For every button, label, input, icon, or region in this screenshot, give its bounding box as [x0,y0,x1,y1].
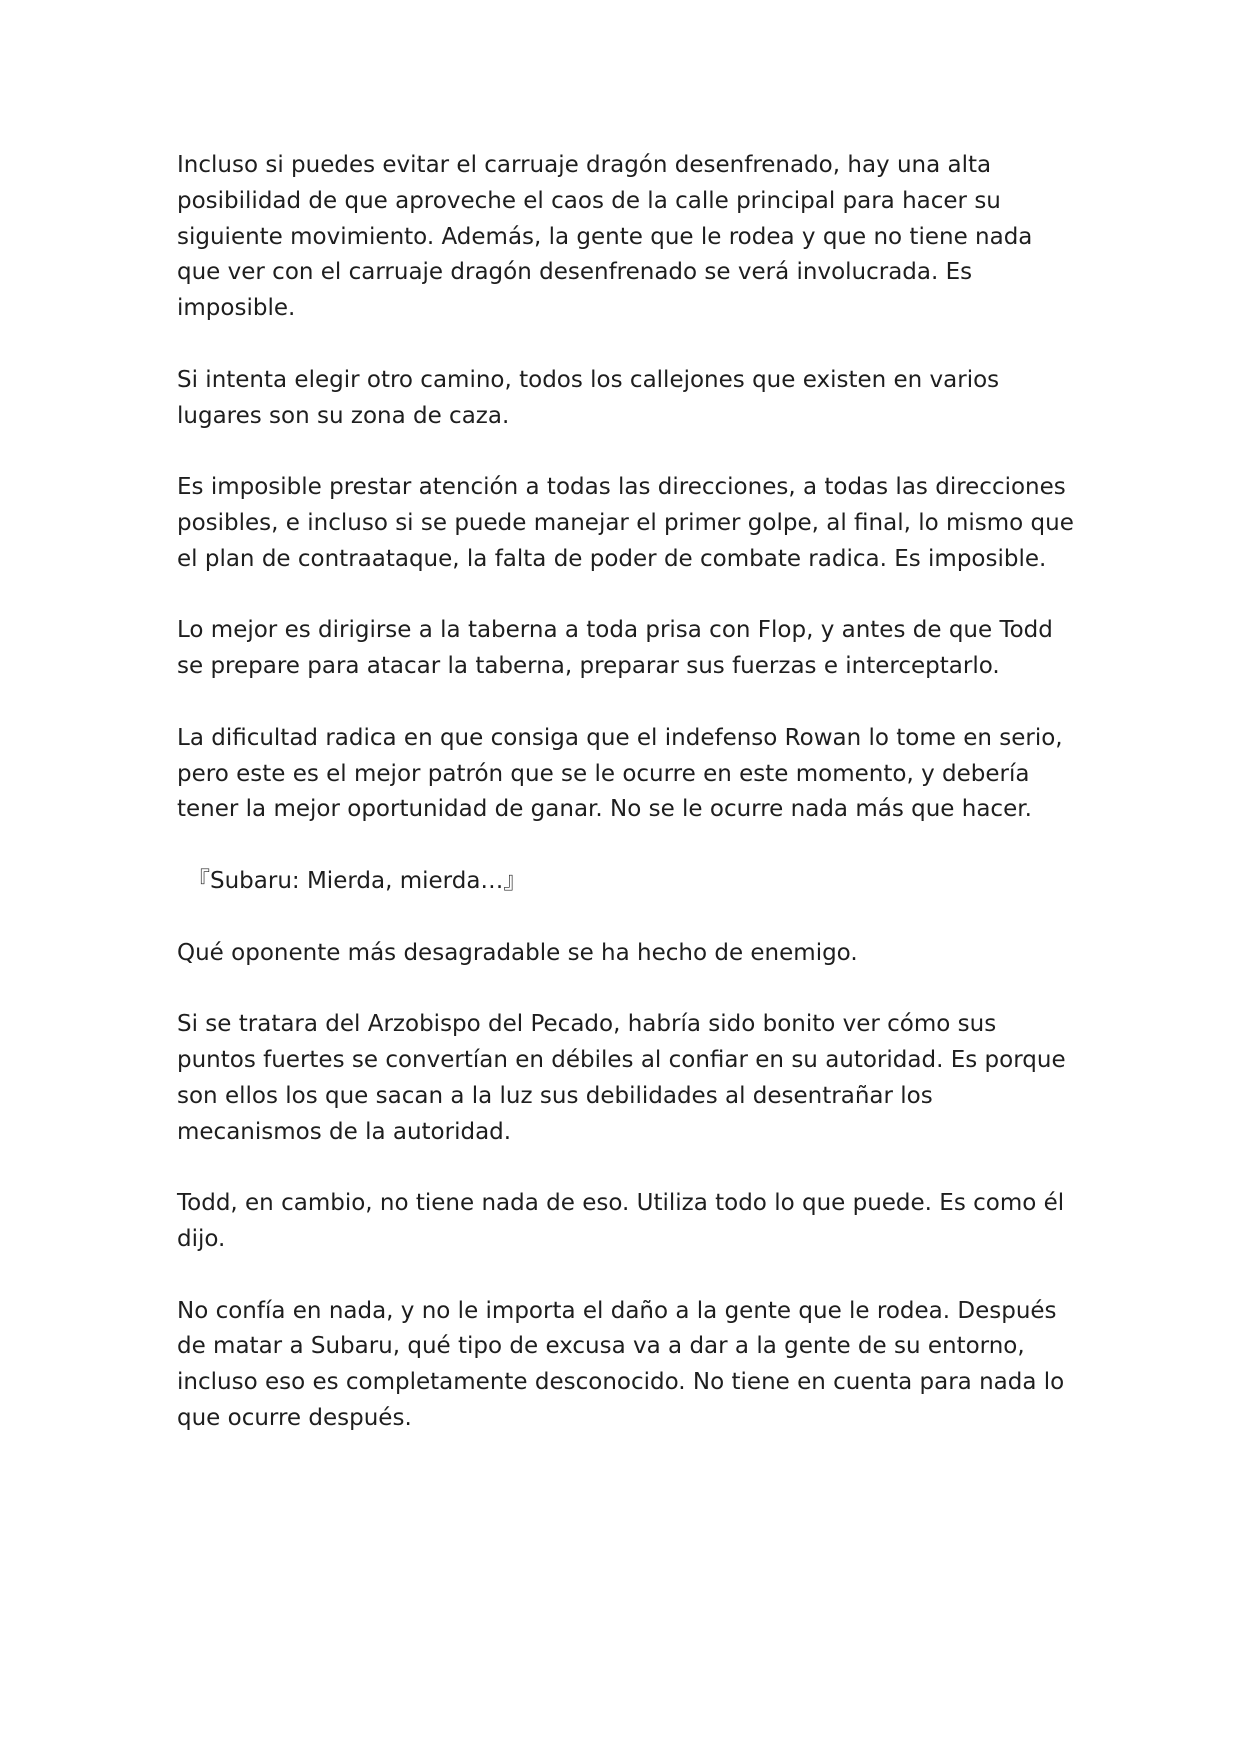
paragraph: Todd, en cambio, no tiene nada de eso. Utiliza todo lo que puede. Es como él dijo. [177,1190,1065,1252]
dialogue-line: 『Subaru: Mierda, mierda…』 [187,867,527,894]
paragraph: La dificultad radica en que consiga que el indefenso Rowan lo tome en serio, pero este es el mejor patrón que se le ocurre en este momento, y debería tener la mejor oportunidad de ganar. No se le ocurre nada más que hacer. [177,724,1063,823]
paragraph: Si intenta elegir otro camino, todos los callejones que existen en varios lugares son su zona de caza. [177,366,1000,429]
paragraph: Incluso si puedes evitar el carruaje dragón desenfrenado, hay una alta posibilidad de que aproveche el caos de la calle principal para hacer su siguiente movimiento. Además, la gente que le rodea y que no tiene nada que ver con el carruaje dragón desenfrenado se verá involucrada. Es imposible. [177,152,1033,322]
document-body [177,148,1082,1472]
paragraph: Si se tratara del Arzobispo del Pecado, habría sido bonito ver cómo sus puntos fuertes se convertían en débiles al confiar en su autoridad. Es porque son ellos los que sacan a la luz sus debilidades al desentrañar los mecanismos de la autoridad. [177,1011,1066,1145]
paragraph: Qué oponente más desagradable se ha hecho de enemigo. [177,939,858,966]
paragraph: Es imposible prestar atención a todas las direcciones, a todas las direcciones posibles, e incluso si se puede manejar el primer golpe, al final, lo mismo que el plan de contraataque, la falta de poder de combate radica. Es imposible. [177,474,1074,572]
paragraph: No confía en nada, y no le importa el daño a la gente que le rodea. Después de matar a Subaru, qué tipo de excusa va a dar a la gente de su entorno, incluso eso es completamente desconocido. No tiene en cuenta para nada lo que ocurre después. [177,1297,1065,1431]
paragraph: Lo mejor es dirigirse a la taberna a toda prisa con Flop, y antes de que Todd se prepare para atacar la taberna, preparar sus fuerzas e interceptarlo. [177,617,1053,680]
